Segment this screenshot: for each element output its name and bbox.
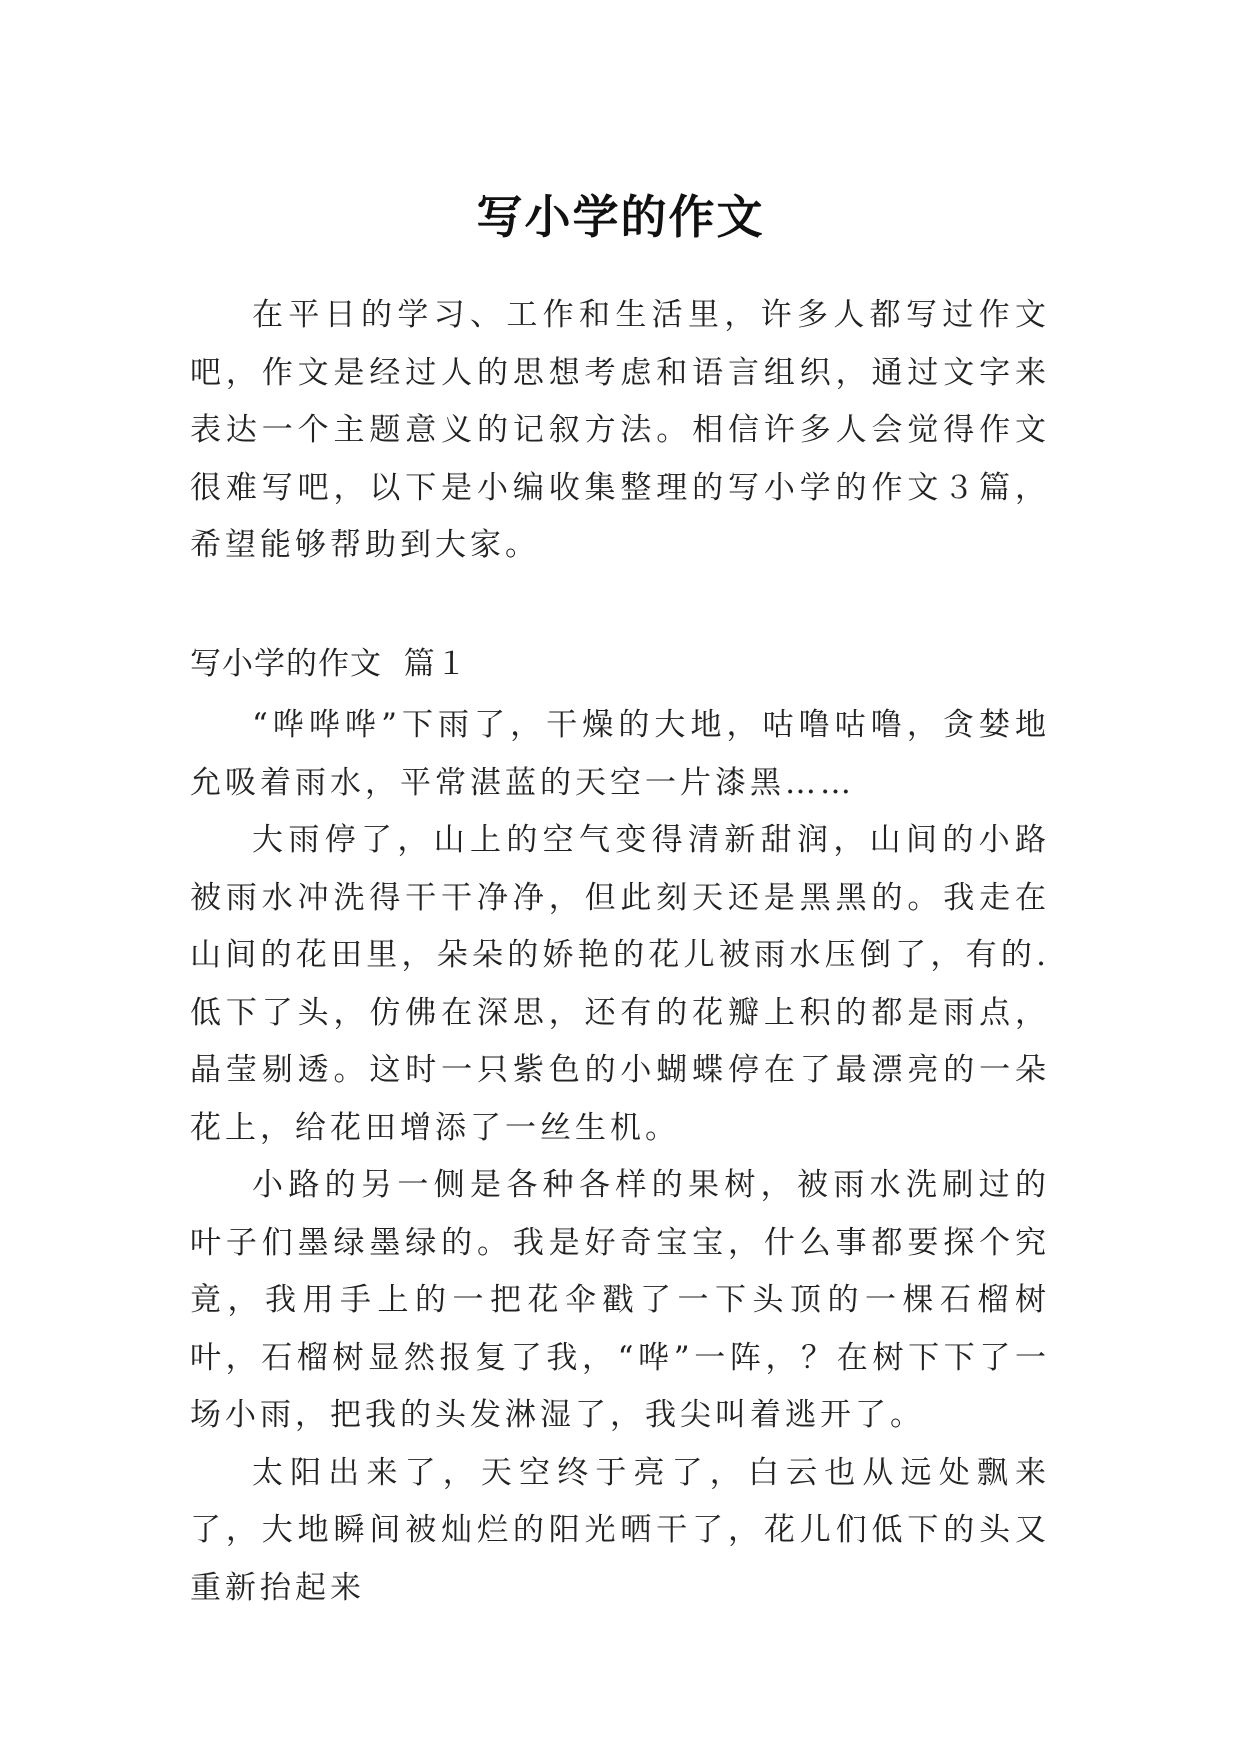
intro-paragraph: 在平日的学习、工作和生活里，许多人都写过作文吧，作文是经过人的思想考虑和语言组织，通过文字来表达一个主题意义的记叙方法。相信许多人会觉得作文很难写吧，以下是小编收集整理的写小学的作文３篇，希望能够帮助到大家。 xyxy=(190,297,1050,563)
body-paragraph: 大雨停了，山上的空气变得清新甜润，山间的小路被雨水冲洗得干干净净，但此刻天还是黑黑的。我走在山间的花田里，朵朵的娇艳的花儿被雨水压倒了，有的.低下了头，仿佛在深思，还有的花瓣上积的都是雨点，晶莹剔透。这时一只紫色的小蝴蝶停在了最漂亮的一朵花上，给花田增添了一丝生机。 xyxy=(190,822,1050,1146)
body-paragraph: 小路的另一侧是各种各样的果树，被雨水洗刷过的叶子们墨绿墨绿的。我是好奇宝宝，什么事都要探个究竟，我用手上的一把花伞戳了一下头顶的一棵石榴树叶，石榴树显然报复了我，“哗”一阵，？在树下下了一场小雨，把我的头发淋湿了，我尖叫着逃开了。 xyxy=(190,1167,1050,1433)
body-paragraph: 太阳出来了，天空终于亮了，白云也从远处飘来了，大地瞬间被灿烂的阳光晒干了，花儿们低下的头又重新抬起来 xyxy=(190,1454,1050,1606)
body-paragraph: “哗哗哗”下雨了，干燥的大地，咕噜咕噜，贪婪地允吸着雨水，平常湛蓝的天空一片漆黑…… xyxy=(190,707,1050,801)
page-title: 写小学的作文 xyxy=(476,189,765,244)
section-heading: 写小学的作文 篇１ xyxy=(190,646,468,682)
article-body xyxy=(190,697,1050,1617)
